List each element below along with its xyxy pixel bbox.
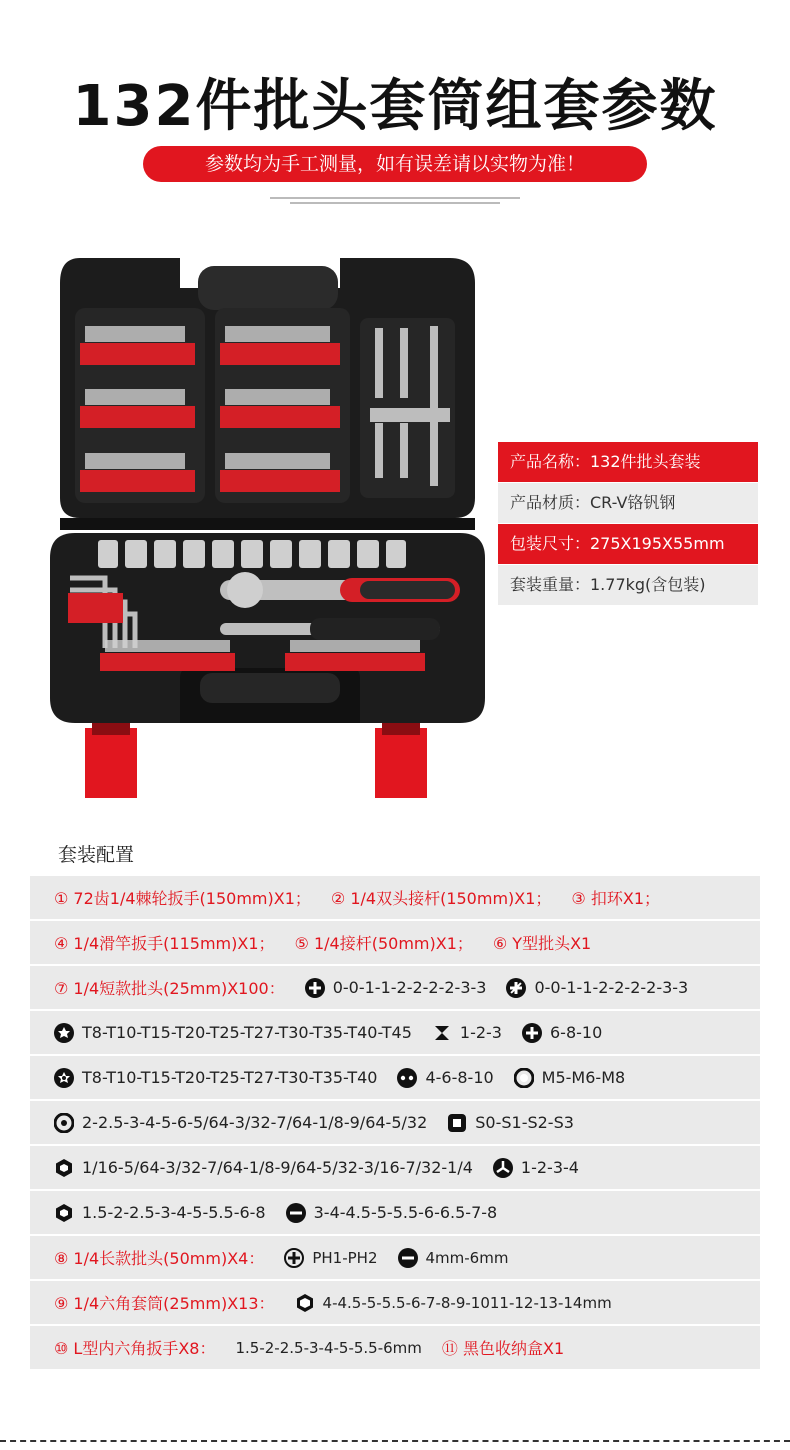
tool-case-image: [30, 248, 505, 808]
config-item: [442, 1336, 564, 1359]
torx-tamper-icon: [54, 1068, 74, 1088]
config-item-text: PH1-PH2: [312, 1248, 378, 1267]
spec-material: 产品材质：CR-V铬钒钢: [498, 483, 758, 523]
phillips-icon: [305, 978, 325, 998]
pozidriv-icon: [506, 978, 526, 998]
slotted-icon: [398, 1248, 418, 1268]
config-item-text: 6-8-10: [549, 1023, 603, 1042]
config-row: [30, 966, 760, 1009]
config-item-text: 0-0-1-1-2-2-2-2-3-3: [332, 978, 487, 997]
config-item: [54, 976, 285, 999]
config-item: [447, 1113, 574, 1133]
config-item: [506, 978, 688, 998]
spanner-icon: [397, 1068, 417, 1088]
config-item: [398, 1248, 509, 1268]
config-item: [571, 886, 660, 909]
hex-outline-icon: [295, 1293, 315, 1313]
config-item-text: ⑩ L型内六角扳手X8：: [54, 1339, 216, 1358]
config-item-text: ④ 1/4滑竿扳手(115mm)X1；: [54, 934, 275, 953]
config-item-text: 1-2-3-4: [520, 1158, 579, 1177]
config-item-text: 1.5-2-2.5-3-4-5-5.5-6-8: [82, 1203, 266, 1222]
config-item: [295, 931, 473, 954]
spec-product-name: 产品名称：132件批头套装: [498, 442, 758, 482]
config-item-text: ⑥ Y型批头X1: [492, 934, 592, 953]
measurement-note: 参数均为手工测量，如有误差请以实物为准！: [143, 146, 647, 182]
config-item-text: 1-2-3: [459, 1023, 502, 1042]
config-item-text: T8-T10-T15-T20-T25-T27-T30-T35-T40-T45: [82, 1023, 412, 1042]
spec-weight: 套装重量：1.77kg(含包装): [498, 565, 758, 605]
hex-icon: [54, 1203, 74, 1223]
hex-icon: [54, 1158, 74, 1178]
config-row: [30, 921, 760, 964]
config-heading: 套装配置: [58, 844, 135, 866]
config-item-text: ③ 扣环X1；: [571, 889, 660, 908]
phillips-icon: [522, 1023, 542, 1043]
spec-package-size: 包装尺寸：275X195X55mm: [498, 524, 758, 564]
hex-tamper-icon: [54, 1113, 74, 1133]
config-item-text: 0-0-1-1-2-2-2-2-3-3: [534, 978, 689, 997]
config-item-text: 2-2.5-3-4-5-6-5/64-3/32-7/64-1/8-9/64-5/32: [82, 1113, 428, 1132]
config-item-text: 1/16-5/64-3/32-7/64-1/8-9/64-5/32-3/16-7/32-1/4: [82, 1158, 473, 1177]
config-item-text: ⑨ 1/4六角套筒(25mm)X13：: [54, 1294, 275, 1313]
slotted-icon: [286, 1203, 306, 1223]
config-row: [30, 876, 760, 919]
config-item: [54, 1291, 275, 1314]
config-item: [295, 1293, 612, 1313]
spec-table: [498, 442, 758, 606]
square-icon: [447, 1113, 467, 1133]
triple-square-icon: [514, 1068, 534, 1088]
config-row: [30, 1326, 760, 1369]
config-item: [54, 1023, 412, 1043]
config-item: [522, 1023, 602, 1043]
config-row: [30, 1011, 760, 1054]
config-item-text: 4mm-6mm: [425, 1248, 509, 1267]
config-row: [30, 1101, 760, 1144]
page-title: 132件批头套筒组套参数: [72, 74, 718, 139]
config-item-text: 4-4.5-5-5.5-6-7-8-9-1011-12-13-14mm: [322, 1293, 612, 1312]
config-item-text: ① 72齿1/4棘轮扳手(150mm)X1；: [54, 889, 311, 908]
config-item: [54, 1158, 473, 1178]
tri-point-icon: [493, 1158, 513, 1178]
config-item: [432, 1023, 502, 1043]
config-item: [397, 1068, 493, 1088]
config-row: [30, 1281, 760, 1324]
torx-icon: [54, 1023, 74, 1043]
divider: [0, 1440, 790, 1442]
config-item: [54, 1336, 216, 1359]
config-item: [305, 978, 487, 998]
config-list: [30, 876, 760, 1371]
config-item: [54, 886, 311, 909]
config-item-text: 3-4-4.5-5-5.5-6-6.5-7-8: [313, 1203, 498, 1222]
config-item-text: ⑧ 1/4长款批头(50mm)X4：: [54, 1249, 265, 1268]
config-item: [54, 1246, 264, 1269]
config-item: [54, 1068, 377, 1088]
tri-wing-icon: [432, 1023, 452, 1043]
config-item: [54, 931, 275, 954]
config-row: [30, 1191, 760, 1234]
config-item-text: T8-T10-T15-T20-T25-T27-T30-T35-T40: [82, 1068, 378, 1087]
config-item: [493, 931, 591, 954]
config-item-text: S0-S1-S2-S3: [475, 1113, 574, 1132]
config-row: [30, 1236, 760, 1279]
config-item: [54, 1203, 266, 1223]
decorative-fine-print: [270, 196, 520, 212]
config-item-text: 4-6-8-10: [425, 1068, 494, 1087]
config-item-text: ⑤ 1/4接杆(50mm)X1；: [294, 934, 473, 953]
config-row: [30, 1146, 760, 1189]
config-item: [331, 886, 552, 909]
config-item: [284, 1248, 377, 1268]
phillips-outline-icon: [284, 1248, 304, 1268]
config-item: [236, 1339, 422, 1357]
config-item-text: 1.5-2-2.5-3-4-5-5.5-6mm: [235, 1338, 422, 1357]
config-item: [493, 1158, 579, 1178]
config-item: [514, 1068, 626, 1088]
config-item-text: ⑦ 1/4短款批头(25mm)X100：: [54, 979, 285, 998]
config-item-text: ② 1/4双头接杆(150mm)X1；: [330, 889, 552, 908]
config-row: [30, 1056, 760, 1099]
config-item: [286, 1203, 498, 1223]
config-item-text: M5-M6-M8: [541, 1068, 626, 1087]
config-item-text: ⑪ 黑色收纳盒X1: [441, 1339, 565, 1358]
config-item: [54, 1113, 427, 1133]
